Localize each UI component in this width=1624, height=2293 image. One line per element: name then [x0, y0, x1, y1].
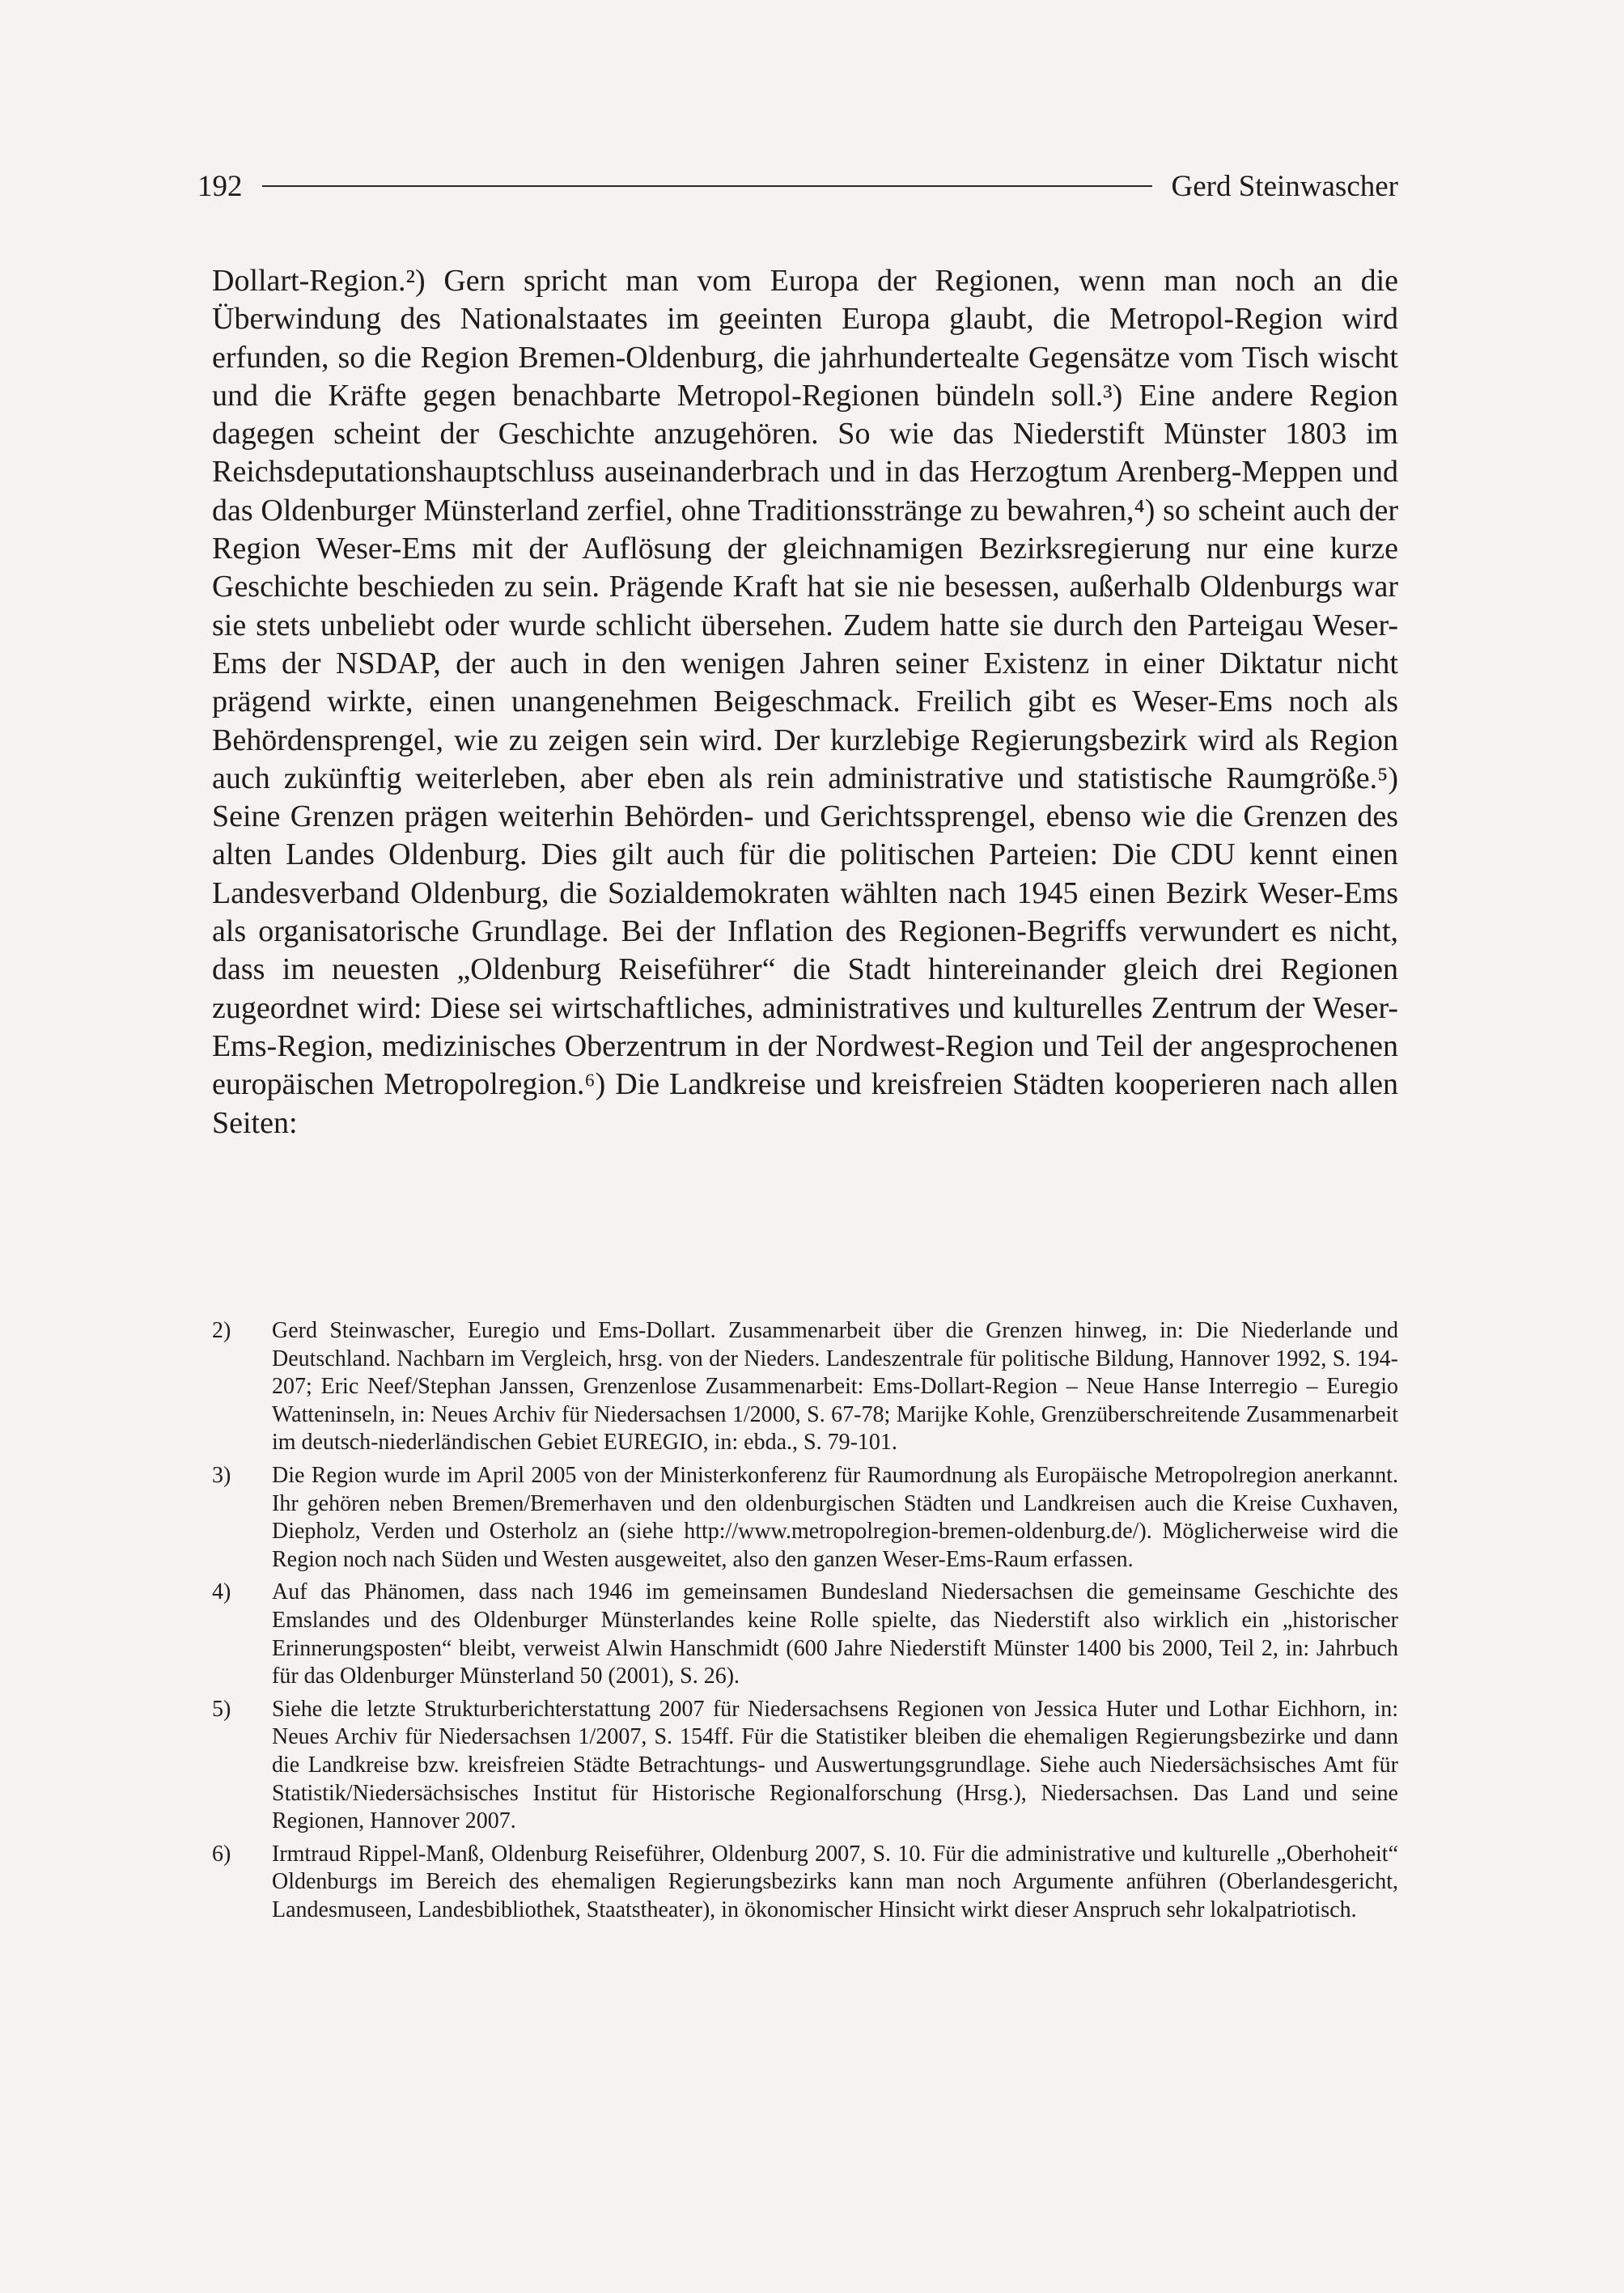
footnotes	[212, 1317, 1398, 1929]
footnote-number: 5)	[212, 1696, 231, 1722]
footnote-6	[212, 1841, 1398, 1925]
running-head: Gerd Steinwascher	[1171, 169, 1398, 203]
footnote-text: Siehe die letzte Strukturberichterstattung 2007 für Niedersachsens Regionen von Jessica Huter und Lothar Eichhorn, in: Neues Archiv für Niedersachsen 1/2007, S. 154ff. Für die Statistiker bleiben die ehemaligen Regierungsbezirke und dann die Landkreise bzw. kreisfreien Städte Betrachtungs- und Auswertungsgrundlage. Siehe auch Niedersächsisches Amt für Statistik/Niedersächsisches Institut für Historische Regionalforschung (Hrsg.), Niedersachsen. Das Land und seine Regionen, Hannover 2007.	[272, 1696, 1398, 1834]
footnote-2	[212, 1317, 1398, 1457]
footnote-number: 6)	[212, 1841, 231, 1867]
footnote-text: Gerd Steinwascher, Euregio und Ems-Dollart. Zusammenarbeit über die Grenzen hinweg, in: Die Niederlande und Deutschland. Nachbarn im Vergleich, hrsg. von der Nieders. Landeszentrale für politische Bildung, Hannover 1992, S. 194-207; Eric Neef/Stephan Janssen, Grenzenlose Zusammenarbeit: Ems-Dollart-Region – Neue Hanse Interregio – Euregio Watteninseln, in: Neues Archiv für Niedersachsen 1/2000, S. 67-78; Marijke Kohle, Grenzüberschreitende Zusammenarbeit im deutsch-niederländischen Gebiet EUREGIO, in: ebda., S. 79-101.	[272, 1318, 1398, 1456]
body-paragraph: Dollart-Region.²) Gern spricht man vom Europa der Regionen, wenn man noch an die Überwindung des Nationalstaates im geeinten Europa glaubt, die Metropol-Region wird erfunden, so die Region Bremen-Oldenburg, die jahrhundertealte Gegensätze vom Tisch wischt und die Kräfte gegen benachbarte Metropol-Regionen bündeln soll.³) Eine andere Region dagegen scheint der Geschichte anzugehören. So wie das Niederstift Münster 1803 im Reichsdeputationshauptschluss auseinanderbrach und in das Herzogtum Arenberg-Meppen und das Oldenburger Münsterland zerfiel, ohne Traditionsstränge zu bewahren,⁴) so scheint auch der Region Weser-Ems mit der Auflösung der gleichnamigen Bezirksregierung nur eine kurze Geschichte beschieden zu sein. Prägende Kraft hat sie nie besessen, außerhalb Oldenburgs war sie stets unbeliebt oder wurde schlicht übersehen. Zudem hatte sie durch den Parteigau Weser-Ems der NSDAP, der auch in den wenigen Jahren seiner Existenz in einer Diktatur nicht prägend wirkte, einen unangenehmen Beigeschmack. Freilich gibt es Weser-Ems noch als Behördensprengel, wie zu zeigen sein wird. Der kurzlebige Regierungsbezirk wird als Region auch zukünftig weiterleben, aber eben als rein administrative und statistische Raumgröße.⁵) Seine Grenzen prägen weiterhin Behörden- und Gerichtssprengel, ebenso wie die Grenzen des alten Landes Oldenburg. Dies gilt auch für die politischen Parteien: Die CDU kennt einen Landesverband Oldenburg, die Sozialdemokraten wählten nach 1945 einen Bezirk Weser-Ems als organisatorische Grundlage. Bei der Inflation des Regionen-Begriffs verwundert es nicht, dass im neuesten „Oldenburg Reiseführer“ die Stadt hintereinander gleich drei Regionen zugeordnet wird: Diese sei wirtschaftliches, administratives und kulturelles Zentrum der Weser-Ems-Region, medizinisches Oberzentrum in der Nordwest-Region und Teil der angesprochenen europäischen Metropolregion.⁶) Die Landkreise und kreisfreien Städten kooperieren nach allen Seiten:	[212, 264, 1398, 1140]
header-rule	[262, 185, 1152, 187]
footnote-text: Auf das Phänomen, dass nach 1946 im gemeinsamen Bundesland Niedersachsen die gemeinsame Geschichte des Emslandes und des Oldenburger Münsterlandes keine Rolle spielte, das Niederstift also wirklich ein „historischer Erinnerungsposten“ bleibt, verweist Alwin Hanschmidt (600 Jahre Niederstift Münster 1400 bis 2000, Teil 2, in: Jahrbuch für das Oldenburger Münsterland 50 (2001), S. 26).	[272, 1579, 1398, 1689]
page-header	[197, 162, 1398, 210]
footnote-text: Irmtraud Rippel-Manß, Oldenburg Reiseführer, Oldenburg 2007, S. 10. Für die administrative und kulturelle „Oberhoheit“ Oldenburgs im Bereich des ehemaligen Regierungsbezirks kann man noch Argumente anführen (Oberlandesgericht, Landesmuseen, Landesbibliothek, Staatstheater), in ökonomischer Hinsicht wirkt dieser Anspruch sehr lokalpatriotisch.	[272, 1841, 1398, 1922]
page-number: 192	[197, 169, 243, 203]
footnote-text: Die Region wurde im April 2005 von der Ministerkonferenz für Raumordnung als Europäische Metropolregion anerkannt. Ihr gehören neben Bremen/Bremerhaven und den oldenburgischen Städten und Landkreisen auch die Kreise Cuxhaven, Diepholz, Verden und Osterholz an (siehe http://www.metropolregion-bremen-oldenburg.de/). Möglicherweise wird die Region noch nach Süden und Westen ausgeweitet, also den ganzen Weser-Ems-Raum erfassen.	[272, 1462, 1398, 1572]
footnote-5	[212, 1696, 1398, 1836]
footnote-number: 3)	[212, 1462, 231, 1488]
main-text	[212, 262, 1398, 1142]
footnote-number: 2)	[212, 1318, 231, 1343]
footnote-3	[212, 1462, 1398, 1574]
footnote-4	[212, 1579, 1398, 1690]
footnote-number: 4)	[212, 1579, 231, 1605]
